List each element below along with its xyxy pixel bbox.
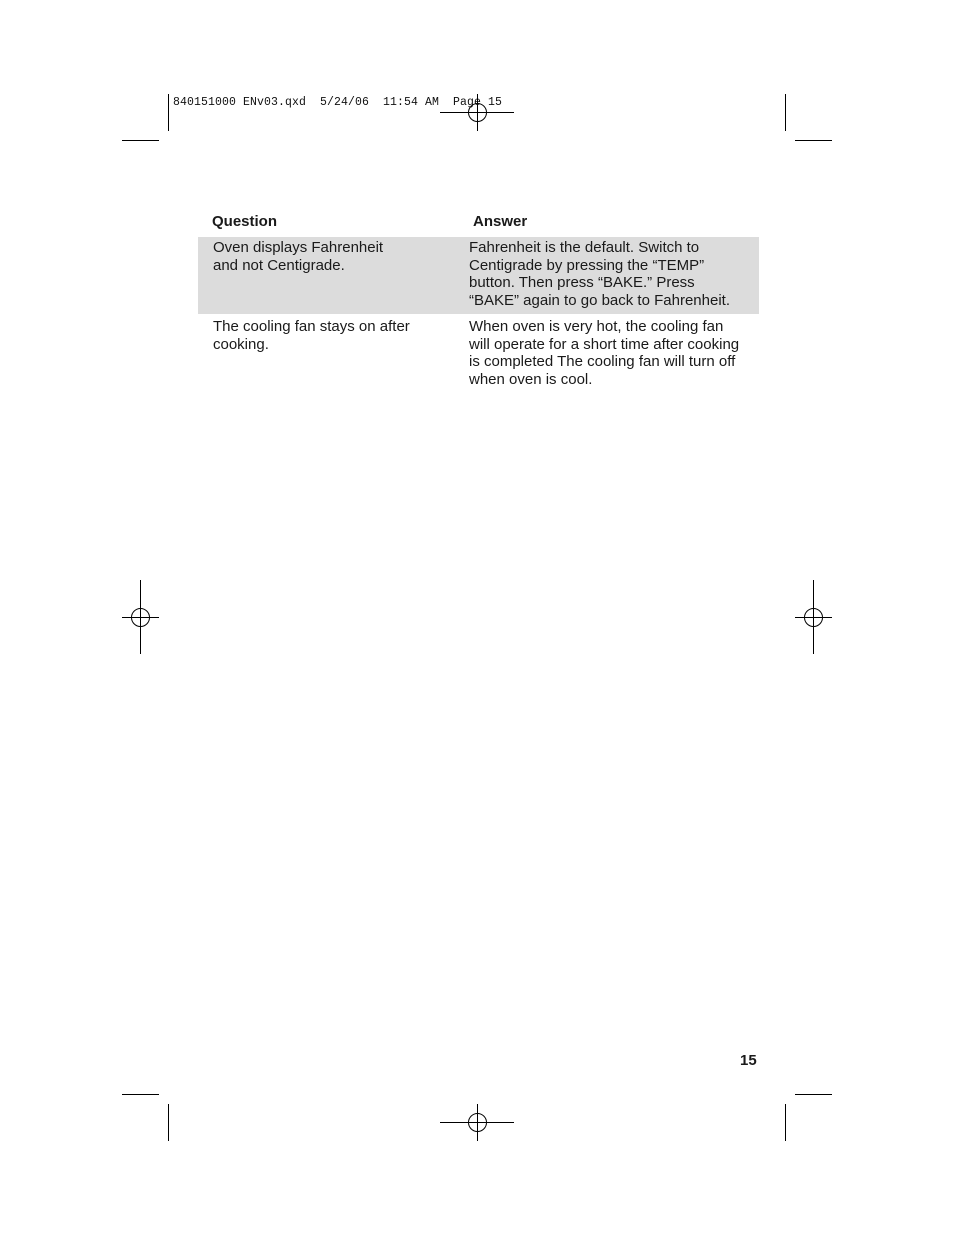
header-answer: Answer (473, 213, 528, 230)
table-row (198, 237, 759, 314)
header-question: Question (212, 213, 278, 230)
answer-cell: Fahrenheit is the default. Switch to Centigrade by pressing the “TEMP” button. Then press “BAKE.” Press “BAKE” again to go back to Fahrenheit. (469, 239, 730, 309)
table-header (198, 213, 759, 237)
registration-mark-left (122, 580, 159, 654)
print-slug: 840151000 ENv03.qxd 5/24/06 11:54 AM Page 15 (173, 96, 503, 109)
table-row (198, 314, 759, 388)
question-cell: The cooling fan stays on after cooking. (213, 318, 410, 353)
question-cell: Oven displays Fahrenheit and not Centigrade. (213, 239, 384, 274)
page-number: 15 (740, 1052, 757, 1069)
registration-mark-top (440, 94, 514, 131)
registration-mark-bottom (440, 1104, 514, 1141)
registration-mark-right (795, 580, 832, 654)
troubleshooting-table (198, 213, 759, 388)
answer-cell: When oven is very hot, the cooling fan will operate for a short time after cooking is completed The cooling fan will turn off when oven is cool. (469, 318, 740, 388)
